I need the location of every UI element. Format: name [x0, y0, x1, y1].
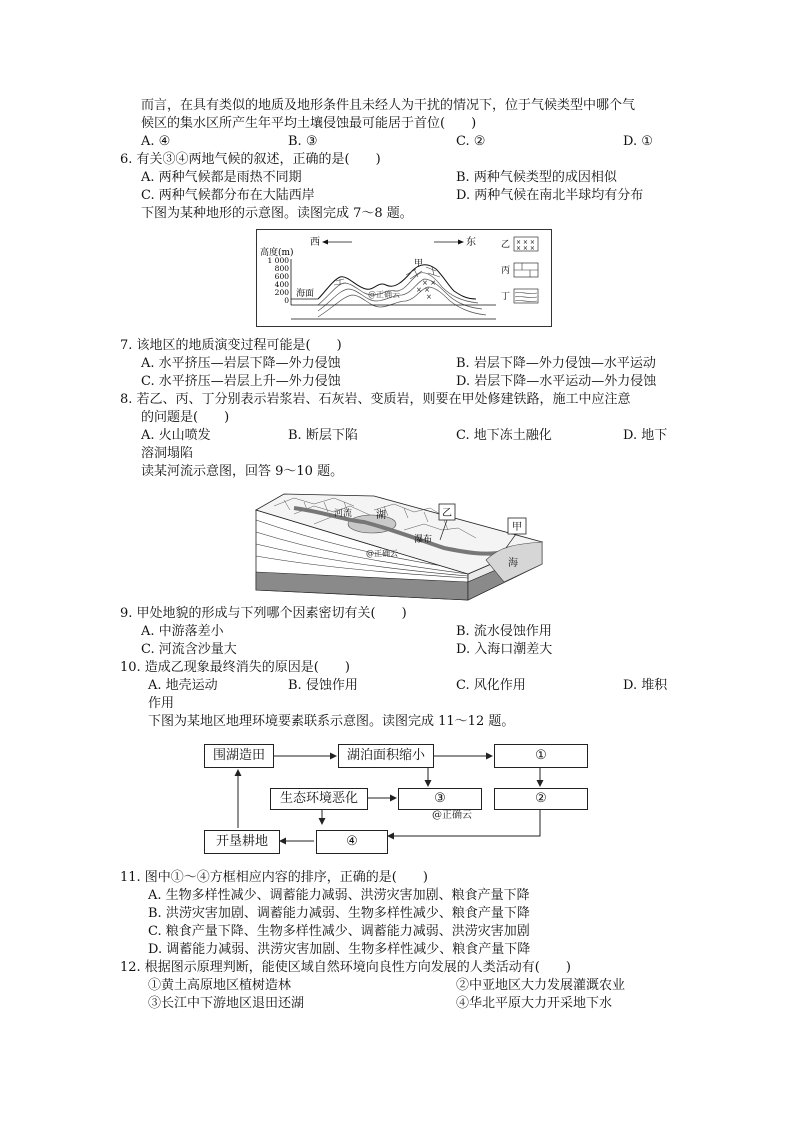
- box-lake-shrink: 湖泊面积缩小: [338, 744, 434, 768]
- q8-stem-line-2: 的问题是( ): [141, 410, 230, 425]
- q9-option-b: B. 流水侵蚀作用: [456, 624, 552, 639]
- jia-label-river: 甲: [512, 522, 522, 533]
- flowchart-watermark: @正确云: [432, 810, 472, 821]
- q8-option-c: C. 地下冻土融化: [456, 428, 552, 443]
- q7-option-d: D. 岩层下降—水平运动—外力侵蚀: [456, 374, 657, 389]
- q8-option-d-wrap: 溶洞塌陷: [141, 446, 194, 461]
- legend-bing-label: 丙: [501, 266, 511, 276]
- q12-item-4: ④华北平原大力开采地下水: [456, 996, 613, 1011]
- flowchart-figure: [200, 740, 592, 858]
- q10-stem: 10. 造成乙现象最终消失的原因是( ): [120, 660, 350, 675]
- q10-option-a: A. 地壳运动: [148, 678, 218, 693]
- q12-stem: 12. 根据图示原理判断，能使区域自然环境向良性方向发展的人类活动有( ): [120, 960, 571, 975]
- q9-option-c: C. 河流含沙量大: [141, 642, 237, 657]
- watermark: @正确云: [368, 290, 400, 299]
- q6-option-b: B. 两种气候类型的成因相似: [456, 170, 617, 185]
- q10-option-d-wrap: 作用: [148, 696, 175, 711]
- box-4: ④: [316, 830, 388, 854]
- box-weihu-zaotian: 围湖造田: [204, 744, 274, 768]
- y-tick-600: 600: [274, 272, 289, 281]
- q8-stem-line-1: 8. 若乙、丙、丁分别表示岩浆岩、石灰岩、变质岩，则要在甲处修建铁路，施工中应注意: [120, 392, 631, 407]
- lake-label: 湖: [376, 510, 386, 521]
- q10-option-c: C. 风化作用: [456, 678, 526, 693]
- q5-option-a: A. ④: [141, 134, 171, 149]
- q9-stem: 9. 甲处地貌的形成与下列哪个因素密切有关( ): [120, 606, 407, 621]
- box-kaiken-gengdi: 开垦耕地: [204, 830, 280, 854]
- west-label: 西: [310, 237, 320, 248]
- svg-text:×: ×: [426, 293, 432, 301]
- waterfall-label: 瀑布: [414, 535, 433, 545]
- river-figure: [254, 490, 544, 602]
- q9-option-d: D. 入海口潮差大: [456, 642, 553, 657]
- svg-text:× ×: × ×: [416, 286, 430, 294]
- yi-label: 乙: [442, 508, 452, 519]
- y-tick-1000: 1 000: [267, 256, 289, 265]
- fig3-intro: 下图为某地区地理环境要素联系示意图。读图完成 11～12 题。: [148, 714, 515, 729]
- fig2-intro: 读某河流示意图，回答 9～10 题。: [141, 464, 344, 479]
- y-tick-400: 400: [274, 280, 289, 289]
- box-2: ②: [494, 788, 588, 810]
- fig1-intro: 下图为某种地形的示意图。读图完成 7～8 题。: [141, 206, 413, 221]
- east-label: 东: [466, 237, 476, 248]
- q12-item-1: ①黄土高原地区植树造林: [148, 978, 292, 993]
- q11-option-d: D. 调蓄能力减弱、洪涝灾害加剧、生物多样性减少、粮食产量下降: [148, 942, 531, 957]
- intro-line-2: 候区的集水区所产生年平均土壤侵蚀最可能居于首位( ): [141, 116, 477, 131]
- svg-text:× × ×: × × ×: [516, 239, 535, 246]
- q6-option-d: D. 两种气候在南北半球均有分布: [456, 188, 644, 203]
- q11-option-a: A. 生物多样性减少、调蓄能力减弱、洪涝灾害加剧、粮食产量下降: [148, 888, 530, 903]
- river-watermark: @正确云: [366, 549, 398, 558]
- y-axis-label: 高度(m): [260, 248, 294, 258]
- svg-text:× × ×: × × ×: [516, 245, 535, 252]
- q8-option-d: D. 地下: [623, 428, 668, 443]
- q5-option-b: B. ③: [288, 134, 318, 149]
- q11-stem: 11. 图中①～④方框相应内容的排序，正确的是( ): [120, 870, 428, 885]
- intro-line-1: 而言，在具有类似的地质及地形条件且未经人为干扰的情况下，位于气候类型中哪个气: [141, 98, 636, 113]
- box-3: ③: [398, 788, 482, 810]
- terrain-figure: [256, 229, 552, 327]
- y-tick-0: 0: [284, 296, 289, 305]
- q8-option-a: A. 火山喷发: [141, 428, 211, 443]
- box-1: ①: [494, 744, 588, 768]
- q7-stem: 7. 该地区的地质演变过程可能是( ): [120, 338, 342, 353]
- q11-option-c: C. 粮食产量下降、生物多样性减少、调蓄能力减弱、洪涝灾害加剧: [148, 924, 530, 939]
- q7-option-b: B. 岩层下降—外力侵蚀—水平运动: [456, 356, 656, 371]
- y-tick-200: 200: [274, 288, 289, 297]
- q12-item-3: ③长江中下游地区退田还湖: [148, 996, 305, 1011]
- q12-item-2: ②中亚地区大力发展灌溉农业: [456, 978, 626, 993]
- q9-option-a: A. 中游落差小: [141, 624, 224, 639]
- q7-option-c: C. 水平挤压—岩层上升—外力侵蚀: [141, 374, 341, 389]
- q5-option-d: D. ①: [623, 134, 653, 149]
- q6-stem: 6. 有关③④两地气候的叙述，正确的是( ): [120, 152, 381, 167]
- q6-option-c: C. 两种气候都分布在大陆西岸: [141, 188, 315, 203]
- river-label: 河流: [334, 509, 353, 519]
- q6-option-a: A. 两种气候都是雨热不同期: [141, 170, 302, 185]
- q8-option-b: B. 断层下陷: [288, 428, 358, 443]
- box-ecology-worsen: 生态环境恶化: [270, 788, 368, 810]
- legend-yi-label: 乙: [501, 240, 511, 250]
- q11-option-b: B. 洪涝灾害加剧、调蓄能力减弱、生物多样性减少、粮食产量下降: [148, 906, 530, 921]
- svg-text:× ×: × ×: [422, 279, 436, 287]
- q10-option-b: B. 侵蚀作用: [288, 678, 358, 693]
- q5-option-c: C. ②: [456, 134, 486, 149]
- q10-option-d: D. 堆积: [623, 678, 668, 693]
- q7-option-a: A. 水平挤压—岩层下降—外力侵蚀: [141, 356, 341, 371]
- jia-label: 甲: [414, 259, 424, 269]
- sea-surface-label: 海面: [296, 289, 315, 299]
- y-tick-800: 800: [274, 264, 289, 273]
- legend-ding-label: 丁: [501, 292, 511, 302]
- sea-label: 海: [508, 558, 518, 569]
